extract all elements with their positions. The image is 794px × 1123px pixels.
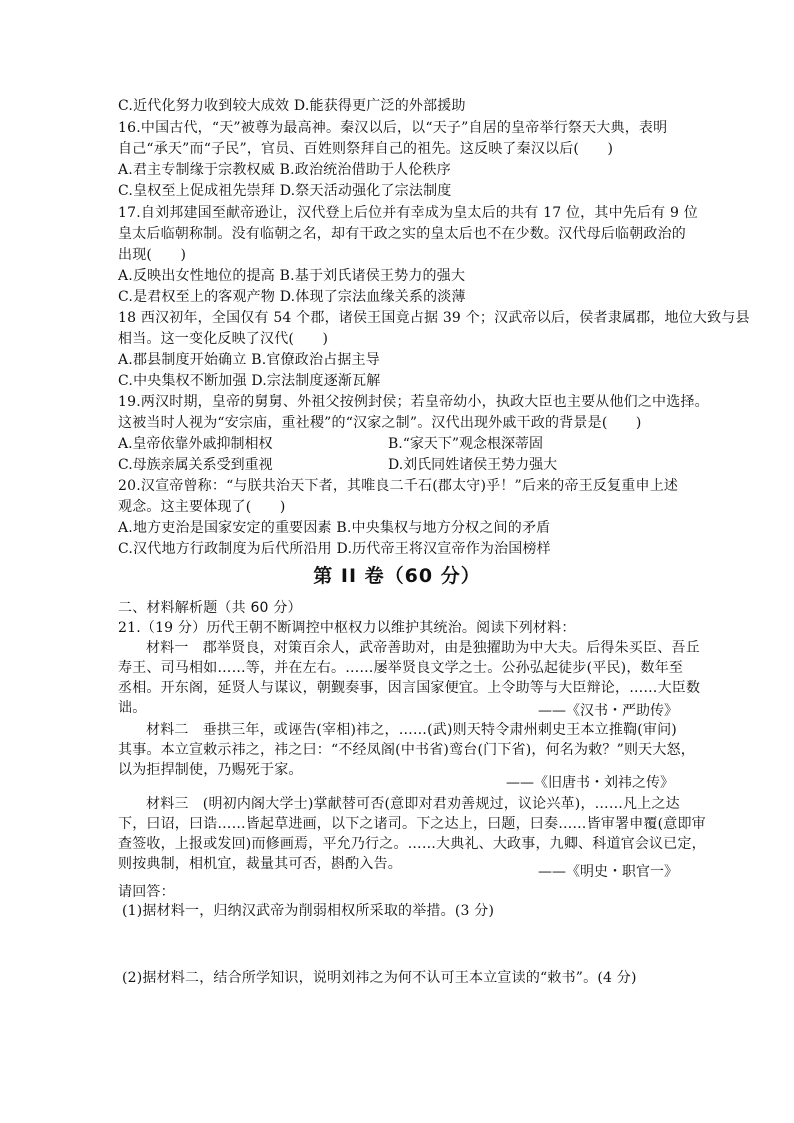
subquestion-2: (2)据材料二，结合所学知识，说明刘祎之为何不认可王本立宣读的“敕书”。(4 分) [122,970,637,986]
subquestion-1: (1)据材料一，归纳汉武帝为削弱相权所采取的举措。(3 分) [122,903,495,919]
q15-options-cd: C.近代化努力收到较大成效 D.能获得更广泛的外部援助 [118,98,466,114]
q19-stem-line2: 这被当时人视为“安宗庙，重社稷”的“汉家之制”。汉代出现外戚干政的背景是( ) [118,415,642,431]
material3-line3: 查签收，上报或发回)而修画焉，平允乃行之。……大典礼、大政事，九卿、科道官会议已定， [118,836,706,852]
material1-line3: 丞相。开东阁，延贤人与谋议，朝觐奏事，因言国家便宜。上令助等与大臣辩论，……大臣数 [118,680,701,696]
q21-intro: 21.（19 分）历代王朝不断调控中枢权力以维护其统治。阅读下列材料： [118,620,576,636]
q17-options-ab: A.反映出女性地位的提高 B.基于刘氏诸侯王势力的强大 [118,268,466,284]
material1-source: ——《汉书・严助传》 [538,703,678,719]
part2-heading: 二、材料解析题（共 60 分） [118,600,302,616]
q17-stem-line3: 出现( ) [118,247,187,263]
material1-line4: 诎。 [118,700,147,716]
q18-options-cd: C.中央集权不断加强 D.宗法制度逐渐瓦解 [118,373,381,389]
material2-line3: 以为拒捍制使，乃赐死于家。 [118,762,303,778]
q18-options-ab: A.郡县制度开始确立 B.官僚政治占据主导 [118,352,380,368]
q18-stem-line1: 18 西汉初年，全国仅有 54 个郡，诸侯王国竟占据 39 个；汉武帝以后，侯者隶属郡，地位大致与县 [118,310,750,326]
q19-option-b: B.“家天下”观念根深蒂固 [388,436,544,452]
section-title: 第 II 卷（60 分） [313,565,481,587]
material1-line2: 寿王、司马相如……等，并在左右。……屡举贤良文学之士。公孙弘起徒步(平民)，数年至 [118,660,684,676]
q18-stem-line2: 相当。这一变化反映了汉代( ) [118,331,329,347]
q16-options-ab: A.君主专制缘于宗教权威 B.政治统治借助于人伦秩序 [118,162,451,178]
material3-line4: 则按典制，相机宜，裁量其可否，斟酌入告。 [118,856,402,872]
q16-stem-line1: 16.中国古代，“天”被尊为最高神。秦汉以后，以“天子”自居的皇帝举行祭天大典，表明 [118,120,668,136]
material2-line1: 材料二 垂拱三年，或诬告(宰相)祎之，……(武)则天特令肃州刺史王本立推鞫(审问) [146,722,677,738]
q16-options-cd: C.皇权至上促成祖先崇拜 D.祭天活动强化了宗法制度 [118,183,452,199]
material3-line2: 下，曰诏，曰诰……皆起草进画，以下之诸司。下之达上，曰题，曰奏……皆审署申覆(意即审 [118,816,706,832]
q17-stem-line1: 17.自刘邦建国至献帝逊让，汉代登上后位并有幸成为皇太后的共有 17 位，其中先后有 9 位 [118,205,698,221]
material2-source: ——《旧唐书・刘祎之传》 [506,775,674,791]
material1-line1: 材料一 郡举贤良，对策百余人，武帝善助对，由是独擢助为中大夫。后得朱买臣、吾丘 [146,640,700,656]
q20-options-ab: A.地方吏治是国家安定的重要因素 B.中央集权与地方分权之间的矛盾 [118,520,551,536]
q17-stem-line2: 皇太后临朝称制。没有临朝之名，却有干政之实的皇太后也不在少数。汉代母后临朝政治的 [118,226,686,242]
q20-options-cd: C.汉代地方行政制度为后代所沿用 D.历代帝王将汉宣帝作为治国榜样 [118,541,551,557]
material3-line1: 材料三 (明初内阁大学士)掌献替可否(意即对君劝善规过，议论兴革)，……凡上之达 [146,796,680,812]
material2-line2: 其事。本立宣敕示祎之，祎之曰：“不经凤阁(中书省)鸾台(门下省)，何名为敕？”则天大怒， [118,742,695,758]
q19-option-d: D.刘氏同姓诸侯王势力强大 [388,457,558,473]
q19-option-a: A.皇帝依靠外戚抑制相权 [118,436,273,452]
q16-stem-line2: 自己“承天”而“子民”，官员、百姓则祭拜自己的祖先。这反映了秦汉以后( ) [118,141,614,157]
q19-stem-line1: 19.两汉时期，皇帝的舅舅、外祖父按例封侯；若皇帝幼小，执政大臣也主要从他们之中选择。 [118,394,709,410]
q17-options-cd: C.是君权至上的客观产物 D.体现了宗法血缘关系的淡薄 [118,289,466,305]
q20-stem-line2: 观念。这主要体现了( ) [118,499,286,515]
ask-label: 请回答： [118,884,175,900]
q20-stem-line1: 20.汉宣帝曾称：“与朕共治天下者，其唯良二千石(郡太守)乎！”后来的帝王反复重申上述 [118,478,679,494]
material3-source: ——《明史・职官一》 [538,864,678,880]
q19-option-c: C.母族亲属关系受到重视 [118,457,273,473]
